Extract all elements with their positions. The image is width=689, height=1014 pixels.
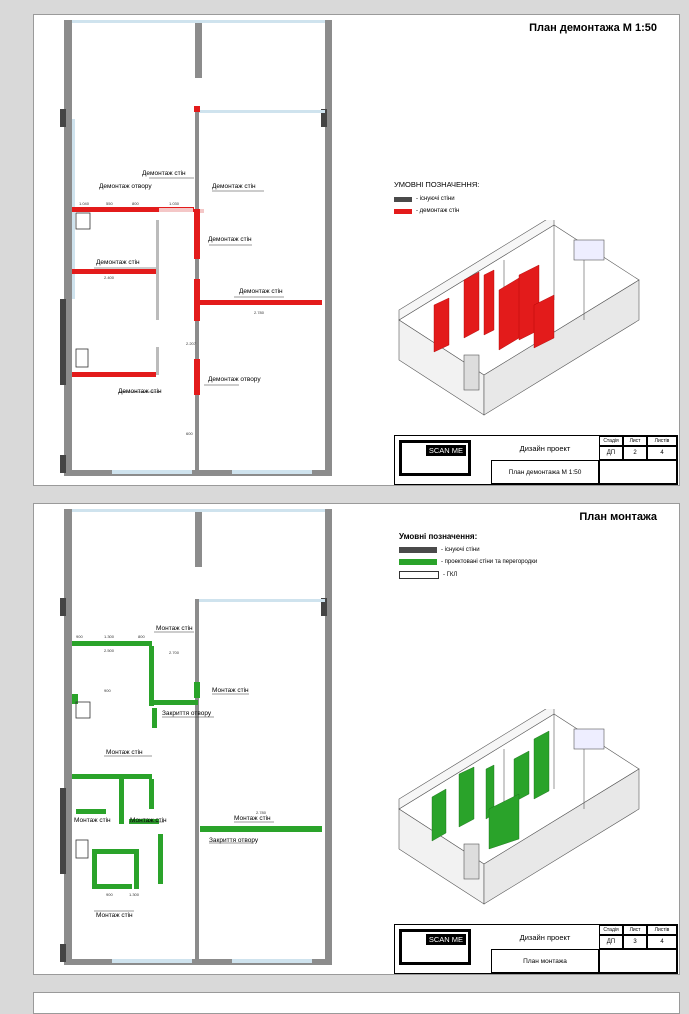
new-wall — [154, 700, 198, 705]
title-block — [394, 924, 678, 974]
stamp-stage: ДП — [599, 446, 623, 460]
sheet-title: План демонтажа М 1:50 — [529, 22, 657, 34]
isometric-view-demolition — [394, 220, 644, 420]
dimension-label: 900 — [104, 688, 111, 693]
annotation: Демонтаж стін — [118, 388, 162, 395]
annotation: Демонтаж отвору — [99, 183, 152, 190]
dimension-label: 600 — [186, 431, 193, 436]
title-block — [394, 435, 678, 485]
sheet-name: План монтажа — [491, 949, 599, 973]
legend — [394, 180, 479, 220]
qr-scan-box — [399, 929, 471, 965]
annotation: Монтаж стін — [156, 625, 193, 632]
column — [60, 455, 66, 473]
sheet-name: План демонтажа М 1:50 — [491, 460, 599, 484]
annotation: Закриття отвору — [209, 837, 259, 844]
dimension-label: 800 — [132, 201, 139, 206]
dimension-label: 900 — [106, 892, 113, 897]
demolition-wall — [194, 359, 200, 395]
stamp-sheet: 2 — [623, 446, 647, 460]
dimension-label: 2.207 — [186, 341, 197, 346]
annotation: Демонтаж стін — [208, 236, 252, 243]
legend-item: - проектовані стіни та перегородки — [399, 559, 537, 565]
project-name: Дизайн проект — [519, 932, 571, 942]
legend-item: - існуючі стіни — [399, 547, 537, 553]
floor-plan-demolition — [34, 15, 334, 485]
legend-swatch — [399, 547, 437, 553]
new-wall — [72, 774, 152, 779]
stamp-header: Листів — [647, 436, 677, 446]
annotation: Монтаж стін — [96, 912, 133, 919]
stamp-sheet: 3 — [623, 935, 647, 949]
demolition-wall — [72, 372, 156, 377]
wall-right — [325, 20, 332, 474]
new-wall — [158, 834, 163, 884]
window-bottom-2 — [232, 470, 312, 474]
dimension-label: 2.780 — [256, 810, 267, 815]
isometric-view-installation — [394, 709, 644, 909]
new-wall — [200, 826, 322, 832]
new-wall — [72, 694, 78, 704]
dimension-label: 1.300 — [104, 634, 115, 639]
annotation: Демонтаж стін — [96, 259, 140, 266]
sheet-demolition — [33, 14, 680, 486]
stamp-stage: ДП — [599, 935, 623, 949]
demolition-wall — [200, 300, 322, 305]
wall-left — [64, 20, 72, 474]
dimension-label: 900 — [76, 634, 83, 639]
legend-item: - демонтаж стін — [394, 208, 479, 214]
legend-swatch — [399, 559, 437, 565]
legend-swatch — [399, 571, 439, 579]
stamp-sheets: 4 — [647, 935, 677, 949]
project-name: Дизайн проект — [519, 443, 571, 453]
legend-item: - ГКЛ — [399, 571, 537, 579]
annotation: Монтаж стін — [106, 749, 143, 756]
annotation: Закриття отвору — [162, 710, 212, 717]
new-wall — [149, 646, 154, 706]
annotation: Демонтаж стін — [239, 288, 283, 295]
scan-label: SCAN ME — [426, 445, 466, 456]
stamp-header: Листів — [647, 925, 677, 935]
new-wall — [152, 708, 157, 728]
wall-partition — [195, 23, 202, 78]
dimension-label: 550 — [106, 201, 113, 206]
new-wall — [76, 809, 106, 814]
new-wall — [72, 641, 152, 646]
dimension-label: 2.500 — [104, 648, 115, 653]
new-wall — [92, 884, 132, 889]
sheet-title: План монтажа — [579, 511, 657, 523]
new-wall — [119, 779, 124, 824]
legend-heading: УМОВНІ ПОЗНАЧЕННЯ: — [394, 180, 480, 189]
new-wall — [149, 779, 154, 809]
annotation: Монтаж стін — [130, 817, 167, 824]
sheet-installation — [33, 503, 680, 975]
annotation: Монтаж стін — [74, 817, 111, 824]
dimension-label: 1.300 — [129, 892, 140, 897]
annotation: Демонтаж стін — [142, 170, 186, 177]
column — [60, 109, 66, 127]
demolition-wall — [72, 269, 156, 274]
new-wall — [92, 849, 97, 889]
stamp-header: Лист — [623, 436, 647, 446]
new-wall — [92, 849, 137, 854]
new-wall — [194, 682, 200, 698]
qr-scan-box — [399, 440, 471, 476]
scan-label: SCAN ME — [426, 934, 466, 945]
dimension-label: 2.700 — [169, 650, 180, 655]
legend-swatch — [394, 209, 412, 214]
dimension-label: 1.040 — [79, 201, 90, 206]
legend — [399, 532, 537, 585]
column — [60, 299, 66, 385]
next-sheet-edge — [33, 992, 680, 1014]
annotation: Демонтаж стін — [212, 183, 256, 190]
stamp-sheets: 4 — [647, 446, 677, 460]
demolition-wall — [194, 209, 200, 259]
legend-swatch — [394, 197, 412, 202]
window-top — [72, 20, 325, 23]
stamp-header: Лист — [623, 925, 647, 935]
legend-heading: Умовні позначення: — [399, 532, 478, 541]
annotation: Демонтаж отвору — [208, 376, 261, 383]
dimension-label: 1.030 — [169, 201, 180, 206]
stamp-header: Стадія — [599, 925, 623, 935]
window-bottom-1 — [112, 470, 192, 474]
floor-plan-installation — [34, 504, 334, 974]
dimension-label: 2.780 — [254, 310, 265, 315]
annotation: Монтаж стін — [234, 815, 271, 822]
new-wall — [134, 849, 139, 889]
legend-item: - існуючі стіни — [394, 196, 479, 202]
annotation: Монтаж стін — [212, 687, 249, 694]
dimension-label: 800 — [138, 634, 145, 639]
dimension-label: 2.400 — [104, 275, 115, 280]
stamp-header: Стадія — [599, 436, 623, 446]
demolition-wall — [194, 279, 200, 321]
